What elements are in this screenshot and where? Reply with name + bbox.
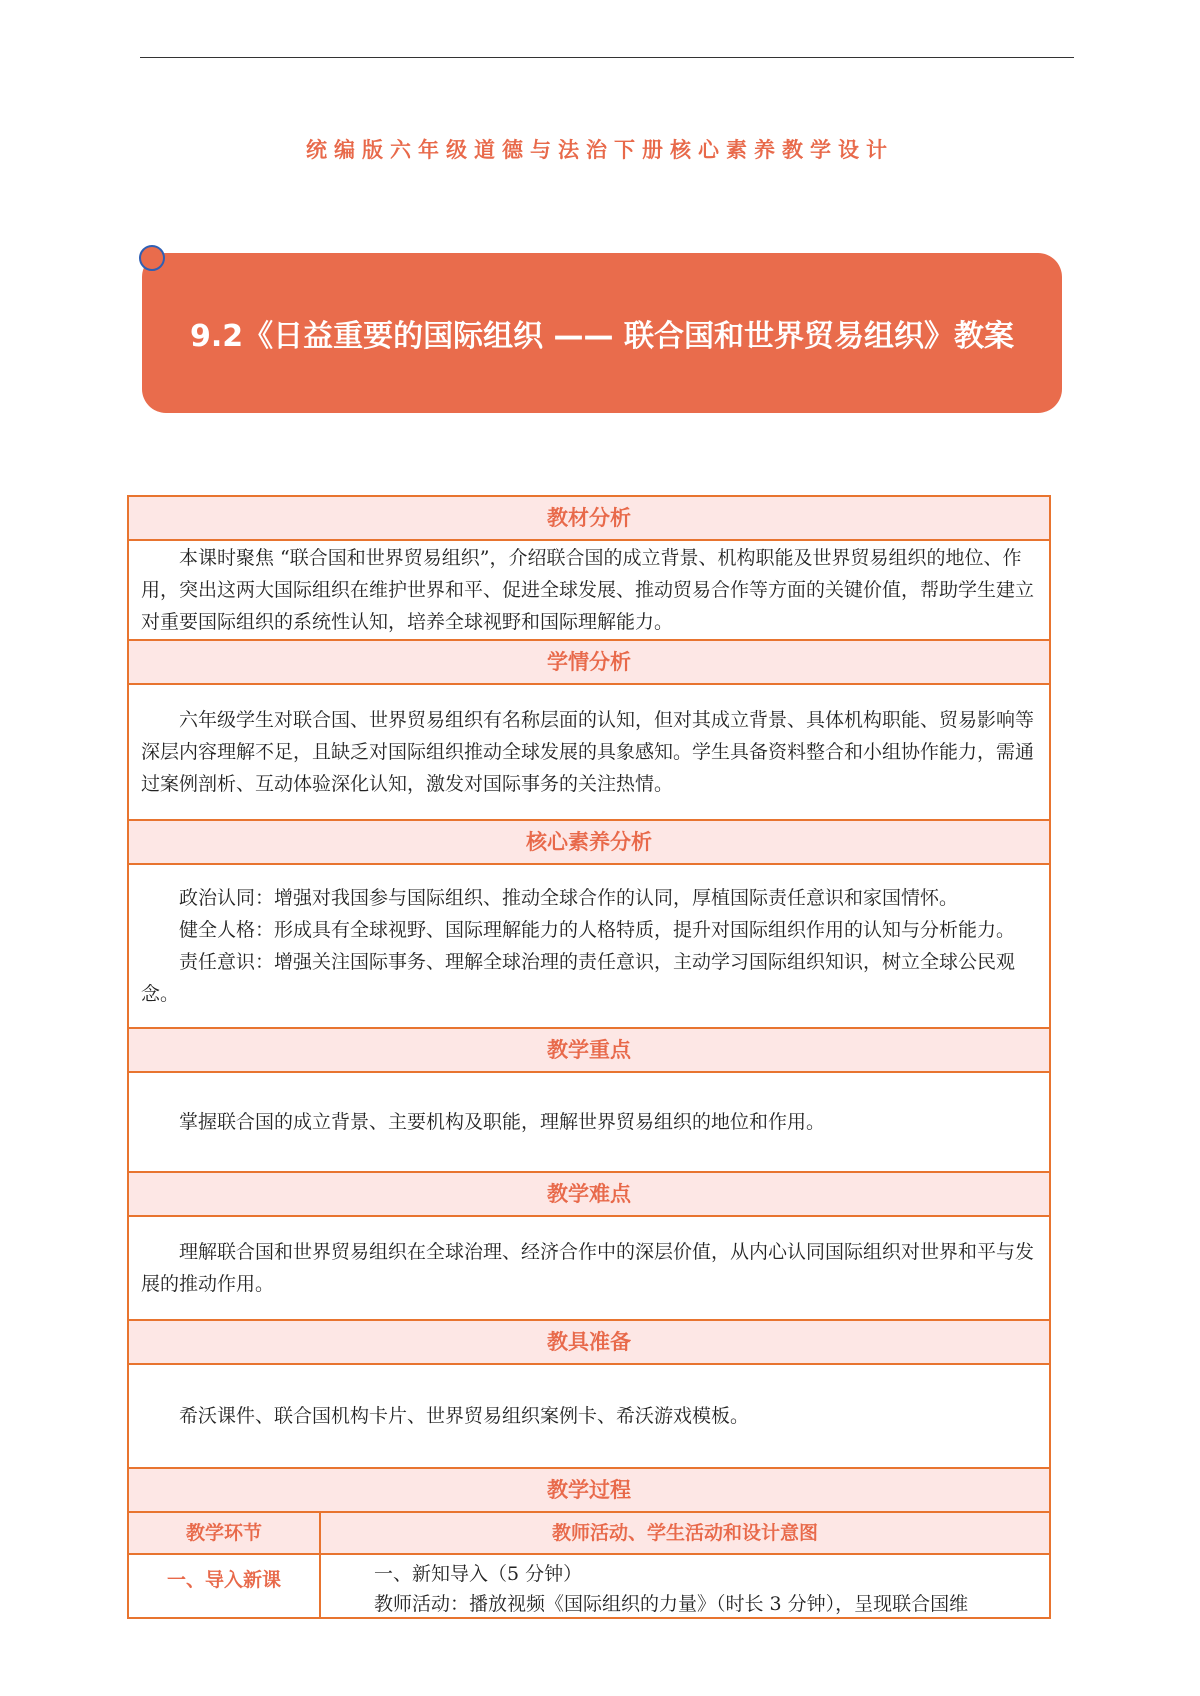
lesson-plan-table	[127, 495, 1051, 1619]
section-body-textbook-analysis	[129, 541, 1049, 641]
section-heading-difficulties: 教学难点	[129, 1173, 1049, 1217]
series-title: 统编版六年级道德与法治下册核心素养教学设计	[306, 138, 894, 162]
process-line: 教师活动：播放视频《国际组织的力量》（时长 3 分钟），呈现联合国维	[374, 1593, 969, 1615]
process-col-activity-header: 教师活动、学生活动和设计意图	[321, 1513, 1049, 1553]
textbook-analysis-text: 本课时聚焦 “联合国和世界贸易组织”，介绍联合国的成立背景、机构职能及世界贸易组织的地位、作用，突出这两大国际组织在维护世界和平、促进全球发展、推动贸易合作等方面的关键价值，帮助学生建立对重要国际组织的系统性认知，培养全球视野和国际理解能力。	[141, 547, 1035, 633]
section-heading-process: 教学过程	[129, 1469, 1049, 1513]
section-body-difficulties	[129, 1217, 1049, 1321]
section-body-materials	[129, 1365, 1049, 1469]
process-row-intro	[129, 1555, 1049, 1617]
process-header-row	[129, 1513, 1049, 1555]
process-stage-name: 一、导入新课	[129, 1555, 321, 1617]
section-heading-textbook-analysis: 教材分析	[129, 497, 1049, 541]
title-banner	[142, 253, 1062, 413]
section-body-core-literacy	[129, 865, 1049, 1029]
core-literacy-item: 健全人格：形成具有全球视野、国际理解能力的人格特质，提升对国际组织作用的认知与分析能力。	[179, 919, 1016, 941]
process-stage-content	[321, 1555, 1049, 1617]
process-line: 一、新知导入（5 分钟）	[374, 1563, 583, 1585]
section-heading-core-literacy: 核心素养分析	[129, 821, 1049, 865]
header-rule	[140, 57, 1074, 58]
section-body-key-points	[129, 1073, 1049, 1173]
process-col-stage-header: 教学环节	[129, 1513, 321, 1553]
core-literacy-item: 责任意识：增强关注国际事务、理解全球治理的责任意识，主动学习国际组织知识，树立全球公民观念。	[141, 951, 1016, 1005]
difficulties-text: 理解联合国和世界贸易组织在全球治理、经济合作中的深层价值，从内心认同国际组织对世界和平与发展的推动作用。	[141, 1241, 1035, 1295]
student-analysis-text: 六年级学生对联合国、世界贸易组织有名称层面的认知，但对其成立背景、具体机构职能、贸易影响等深层内容理解不足，且缺乏对国际组织推动全球发展的具象感知。学生具备资料整合和小组协作能力，需通过案例剖析、互动体验深化认知，激发对国际事务的关注热情。	[141, 709, 1035, 795]
section-heading-materials: 教具准备	[129, 1321, 1049, 1365]
materials-text: 希沃课件、联合国机构卡片、世界贸易组织案例卡、希沃游戏模板。	[179, 1405, 750, 1427]
section-heading-student-analysis: 学情分析	[129, 641, 1049, 685]
key-points-text: 掌握联合国的成立背景、主要机构及职能，理解世界贸易组织的地位和作用。	[179, 1111, 826, 1133]
core-literacy-item: 政治认同：增强对我国参与国际组织、推动全球合作的认同，厚植国际责任意识和家国情怀。	[179, 887, 959, 909]
section-heading-key-points: 教学重点	[129, 1029, 1049, 1073]
banner-dot-decoration	[139, 245, 165, 271]
lesson-title: 9.2《日益重要的国际组织 —— 联合国和世界贸易组织》教案	[189, 319, 1015, 354]
section-body-student-analysis	[129, 685, 1049, 821]
